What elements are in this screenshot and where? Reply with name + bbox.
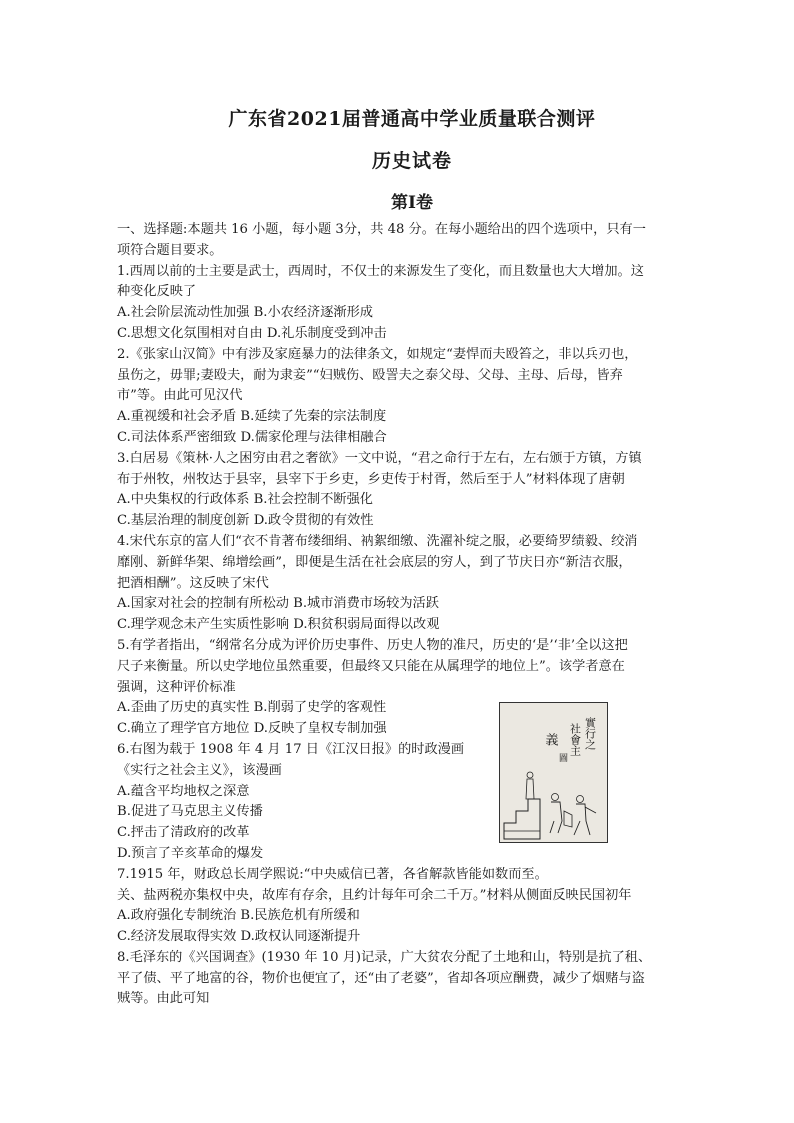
question-stem-line: 平了债、平了地富的谷，物价也便宜了，还“由了老婆”，省却各项应酬费，减少了烟赌与盗 [117,970,645,986]
question-option-line: C.经济发展取得实效 D.政权认同逐渐提升 [117,929,361,945]
question-option-line: A.国家对社会的控制有所松动 B.城市消费市场较为活跃 [117,596,439,612]
question-stem-line: 4.宋代东京的富人们“衣不肯著布缕细绢、衲絮细缴、洗濯补绽之服，必要绮罗绩毅、绞消 [117,533,638,549]
question-option-line: A.政府强化专制统治 B.民族危机有所缓和 [117,908,360,924]
question-option-line: A.蕴含平均地权之深意 [117,783,250,799]
cartoon-caption-col3: 義 [542,733,558,746]
question-option-line: C.思想文化氛围相对自由 D.礼乐制度受到冲击 [117,325,387,341]
instruction-line: 项符合题目要求。 [117,242,223,258]
question-option-line: B.促进了马克思主义传播 [117,804,263,820]
question-stem-line: 尺子来衡量。所以史学地位虽然重要，但最终又只能在从属理学的地位上”。该学者意在 [117,658,625,674]
question-stem-line: 贼等。由此可知 [117,991,210,1007]
question-stem-line: 市”等。由此可见汉代 [117,388,243,404]
question-option-line: D.预言了辛亥革命的爆发 [117,845,264,861]
question-stem-line: 5.有学者指出，“纲常名分成为评价历史事件、历史人物的准尺，历史的‘是’‘非’全以这把 [117,637,628,653]
instruction-line: 一、选择题:本题共 16 小题，每小题 3分，共 48 分。在每小题给出的四个选项中，只有一 [117,222,646,237]
political-cartoon-image [499,702,608,843]
question-option-line: A.中央集权的行政体系 B.社会控制不断强化 [117,492,373,508]
question-option-line: C.司法体系严密细致 D.儒家伦理与法律相融合 [117,429,387,445]
question-option-line: C.确立了理学官方地位 D.反映了皇权专制加强 [117,721,387,737]
question-option-line: A.社会阶层流动性加强 B.小农经济逐渐形成 [117,305,373,321]
question-option-line: A.重视缓和社会矛盾 B.延续了先秦的宗法制度 [117,409,387,425]
question-option-line: C.抨击了清政府的改革 [117,825,250,841]
question-stem-line: 布于州牧，州牧达于县宰，县宰下于乡吏，乡吏传于村胥，然后至于人”材料体现了唐朝 [117,471,625,487]
exam-subject: 历史试卷 [371,150,452,172]
question-stem-line: 强调，这种评价标准 [117,679,236,695]
cartoon-caption-col2: 社會主 [568,723,582,756]
question-option-line: C.理学观念未产生实质性影响 D.积贫积弱局面得以改观 [117,617,440,633]
cartoon-caption-col4: 圖 [557,753,567,762]
question-stem-line: 《实行之社会主义》，该漫画 [117,762,282,778]
question-stem-line: 关、盐两税亦集权中央，故库有存余，且约计每年可余二千万。”材料从侧面反映民国初年 [117,887,632,903]
exam-title: 广东省2021届普通高中学业质量联合测评 [228,108,596,130]
volume-heading: 第I卷 [391,193,433,213]
question-body [117,220,677,1010]
question-stem-line: 8.毛泽东的《兴国调查》(1930 年 10 月)记录，广大贫农分配了土地和山，特别是抗了租、 [117,949,652,965]
question-stem-line: 把酒相酬”。这反映了宋代 [117,575,269,591]
question-stem-line: 1.西周以前的士主要是武士，西周时，不仅士的来源发生了变化，而且数量也大大增加。这 [117,263,644,279]
cartoon-caption-col1: 實行之 [583,717,597,750]
cartoon-illustration [500,703,607,842]
question-stem-line: 靡刚、新鲜华架、绵增绘画”，即便是生活在社会底层的穷人，到了节庆日亦“新洁衣服， [117,554,632,570]
question-stem-line: 6.右图为载于 1908 年 4 月 17 日《江汉日报》的时政漫画 [117,741,465,757]
question-option-line: C.基层治理的制度创新 D.政令贯彻的有效性 [117,513,374,529]
question-stem-line: 虽伤之，毋罪;妻殴夫，耐为隶妾”“妇贼伤、殴詈夫之泰父母、父母、主母、后母，皆弃 [117,367,623,383]
question-stem-line: 种变化反映了 [117,284,197,300]
question-stem-line: 2.《张家山汉简》中有涉及家庭暴力的法律条文，如规定“妻悍而夫殴笞之，非以兵刃也， [117,346,638,362]
question-stem-line: 3.白居易《策林·人之困穷由君之奢欲》一文中说，“君之命行于左右，左右颁于方镇，方镇 [117,450,642,466]
question-stem-line: 7.1915 年，财政总长周学熙说:“中央威信已著，各省解款皆能如数而至。 [117,866,548,882]
question-option-line: A.歪曲了历史的真实性 B.削弱了史学的客观性 [117,700,387,716]
